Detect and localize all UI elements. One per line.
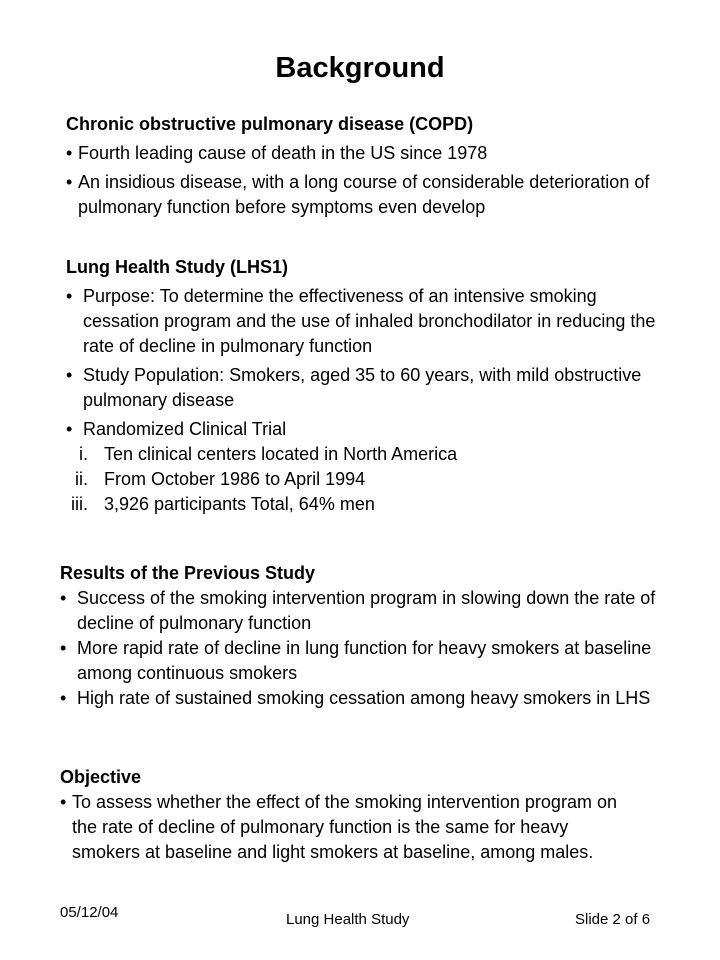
bullet-text: High rate of sustained smoking cessation among heavy smokers in LHS (77, 688, 651, 708)
copd-section (66, 112, 666, 220)
bullet-dot: • (66, 143, 73, 163)
results-section (60, 561, 660, 711)
bullet-dot: • (66, 419, 73, 439)
list-item (66, 363, 666, 413)
bullet-dot: • (60, 588, 67, 608)
list-number: ii. (75, 469, 88, 489)
results-heading: Results of the Previous Study (60, 563, 316, 583)
copd-heading: Chronic obstructive pulmonary disease (COPD) (66, 114, 474, 134)
bullet-text: An insidious disease, with a long course of considerable deterioration of pulmonary function before symptoms even develop (78, 172, 650, 217)
bullet-dot: • (66, 365, 73, 385)
lhs-heading: Lung Health Study (LHS1) (66, 257, 288, 277)
slide-title: Background (275, 52, 445, 84)
list-item (66, 492, 666, 517)
bullet-text: Fourth leading cause of death in the US since 1978 (78, 143, 488, 163)
list-number: iii. (71, 494, 88, 514)
footer-date: 05/12/04 (60, 904, 119, 921)
list-text: 3,926 participants Total, 64% men (104, 494, 375, 514)
list-item (66, 417, 666, 442)
bullet-text: Purpose: To determine the effectiveness of an intensive smoking cessation program and the use of inhaled bronchodilator in reducing the rate of decline in pulmonary function (83, 286, 656, 356)
bullet-text: Randomized Clinical Trial (83, 419, 287, 439)
list-item (60, 586, 660, 636)
list-item (60, 790, 640, 865)
list-item (60, 686, 660, 711)
bullet-dot: • (66, 286, 73, 306)
list-item (66, 141, 666, 166)
list-text: Ten clinical centers located in North America (104, 444, 458, 464)
bullet-text: Study Population: Smokers, aged 35 to 60 years, with mild obstructive pulmonary disease (83, 365, 642, 410)
footer-center: Lung Health Study (286, 911, 410, 928)
list-item (66, 442, 666, 467)
bullet-dot: • (60, 638, 67, 658)
lhs-section (66, 255, 666, 517)
list-item (66, 170, 666, 220)
list-text: From October 1986 to April 1994 (104, 469, 366, 489)
bullet-dot: • (60, 688, 67, 708)
list-number: i. (79, 444, 88, 464)
list-item (66, 467, 666, 492)
bullet-dot: • (60, 792, 67, 812)
objective-section (60, 765, 640, 865)
objective-heading: Objective (60, 767, 142, 787)
footer-slide-number: Slide 2 of 6 (575, 911, 651, 928)
bullet-text: Success of the smoking intervention program in slowing down the rate of decline of pulmonary function (77, 588, 656, 633)
bullet-dot: • (66, 172, 73, 192)
bullet-text: To assess whether the effect of the smoking intervention program on the rate of decline of pulmonary function is the same for heavy smokers at baseline and light smokers at baseline, among males. (72, 792, 617, 862)
bullet-text: More rapid rate of decline in lung function for heavy smokers at baseline among continuous smokers (77, 638, 652, 683)
list-item (60, 636, 660, 686)
list-item (66, 284, 666, 359)
